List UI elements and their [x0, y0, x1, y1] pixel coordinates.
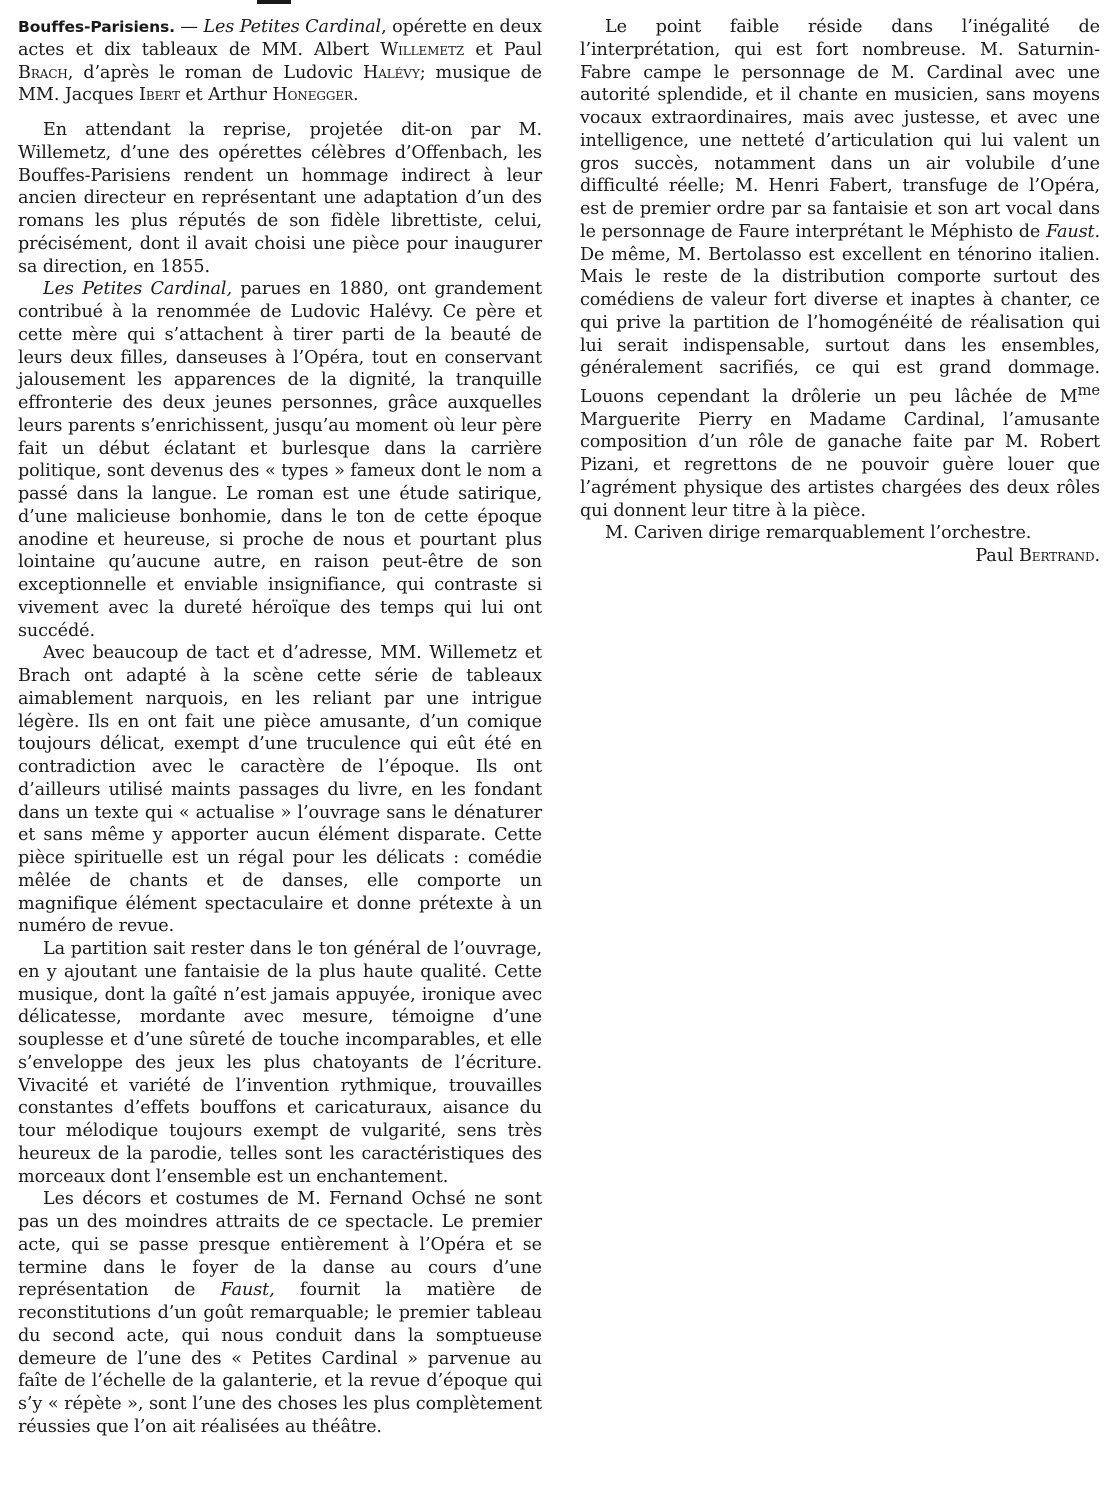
paragraph: Le point faible réside dans l’inégalité de l’interprétation, qui est fort nombreuse. M. Saturnin-Fabre campe le personnage de M. Cardinal avec une autorité splendide, et il chante en musicien, sans moyens vocaux extraordinaires, mais avec justesse, et avec une intelligence, une netteté d’articulation qui lui valent un gros succès, notamment dans un air volubile d’une difficulté réelle; M. Henri Fabert, transfuge de l’Opéra, est de premier ordre par sa fantaisie et son art vocal dans le personnage de Faure interprétant le Méphisto de Faust. De même, M. Bertolasso est excellent en ténorino italien. Mais le reste de la distribution comporte surtout des comédiens de valeur fort diverse et inaptes à chanter, ce qui prive la partition de l’homogénéité de réalisation qui lui serait indispensable, surtout dans les ensembles, généralement sacrifiés, ce qui est grand dommage. Louons cependant la drôlerie un peu lâchée de $M^{me}$ Marguerite Pierry en Madame Cardinal, l’amusante composition d’un rôle de ganache faite par M. Robert Pizani, et regrettons de ne pouvoir guère louer que l’agrément physique des artistes chargées des deux rôles qui donnent leur titre à la pièce. [580, 17, 1100, 521]
paragraph: Les décors et costumes de M. Fernand Ochsé ne sont pas un des moindres attraits de ce spectacle. Le premier acte, qui se passe presque entièrement à l’Opéra et se termine dans le foyer de la danse au cours d’une représentation de Faust, fournit la matière de reconstitutions d’un goût remarquable; le premier tableau du second acte, qui nous conduit dans la somptueuse demeure de l’une des « Petites Cardinal » parvenue au faîte de l’échelle de la galanterie, et la revue d’époque qui s’y « répète », sont l’une des choses les plus complètement réussies que l’on ait réalisées au théâtre. [18, 1189, 542, 1437]
paragraph: La partition sait rester dans le ton général de l’ouvrage, en y ajoutant une fantaisie de la plus haute qualité. Cette musique, dont la gaîté n’est jamais appuyée, ironique avec délicatesse, mordante avec mesure, témoigne d’une souplesse et d’une sûreté de touche incomparables, et elle s’enveloppe des jeux les plus chatoyants de l’écriture. Vivacité et variété de l’invention rythmique, trouvailles constantes d’effets bouffons et caricaturaux, aisance du tour mélodique toujours exempt de vulgarité, sens très heureux de la parodie, telles sont les caractéristiques des morceaux dont l’ensemble est un enchantement. [18, 939, 542, 1187]
paragraph: En attendant la reprise, projetée dit-on par M. Willemetz, d’une des opérettes célèbres d’Offenbach, les Bouffes-Parisiens rendent un hommage indirect à leur ancien directeur en représentant une adaptation d’un des romans les plus réputés de son fidèle librettiste, celui, précisément, dont il avait choisi une pièce pour inaugurer sa direction, en 1855. [18, 120, 542, 277]
composer-name: Honegger [272, 85, 353, 106]
top-rule [257, 0, 291, 4]
paragraph: M. Cariven dirige remarquablement l’orchestre. [605, 523, 1032, 544]
left-column [18, 16, 542, 1439]
author-name: Halévy [362, 62, 420, 83]
author-name: Brach [18, 62, 68, 83]
author-name: Willemetz [380, 39, 465, 60]
paragraph: Avec beaucoup de tact et d’adresse, MM. Willemetz et Brach ont adapté à la scène cette série de tableaux aimablement narquois, en les reliant par une intrigue légère. Ils en ont fait une pièce amusante, d’un comique toujours délicat, exempt d’une truculence qui eût été en contradiction avec le caractère de l’époque. Ils ont d’ailleurs utilisé maints passages du livre, en les fondant dans un texte qui « actualise » l’ouvrage sans le dénaturer et sans même y apporter aucun élément disparate. Cette pièce spirituelle est un régal pour les délicats : comédie mêlée de chants et de danses, elle comporte un magnifique élément spectaculaire et donne prétexte à un numéro de revue. [18, 643, 542, 937]
paragraph: Les Petites Cardinal, parues en 1880, ont grandement contribué à la renommée de Ludovic Halévy. Ce père et cette mère qui s’attachent à tirer parti de la beauté de leurs deux filles, danseuses à l’Opéra, tout en conservant jalousement les apparences de la dignité, la tranquille effronterie des deux jeunes personnes, grâce auxquelles leurs parents s’enrichissent, jusqu’au moment où leur père fait un début éclatant et burlesque dans la carrière politique, sont devenus des « types » fameux dont le nom a passé dans la langue. Le roman est une étude satirique, d’une malicieuse bonhomie, dans le ton de cette époque anodine et heureuse, si proche de nous et pourtant plus lointaine qu’aucune autre, en raison peut-être de son exceptionnelle et enviable insignifiance, qui contraste si vivement avec la dureté héroïque des temps qui lui ont succédé. [18, 279, 542, 641]
right-column [580, 16, 1100, 568]
author-signature: Paul Bertrand. [975, 546, 1100, 567]
play-title: Les Petites Cardinal [203, 17, 382, 37]
theater-name: Bouffes-Parisiens. [18, 18, 175, 36]
composer-name: Ibert [139, 85, 180, 106]
review-header: Bouffes-Parisiens. — Les Petites Cardinal, opérette en deux actes et dix tableaux de MM. Albert Willemetz et Paul Brach, d’après le roman de Ludovic Halévy; musique de MM. Jacques Ibert et Arthur Honegger. [18, 17, 542, 106]
